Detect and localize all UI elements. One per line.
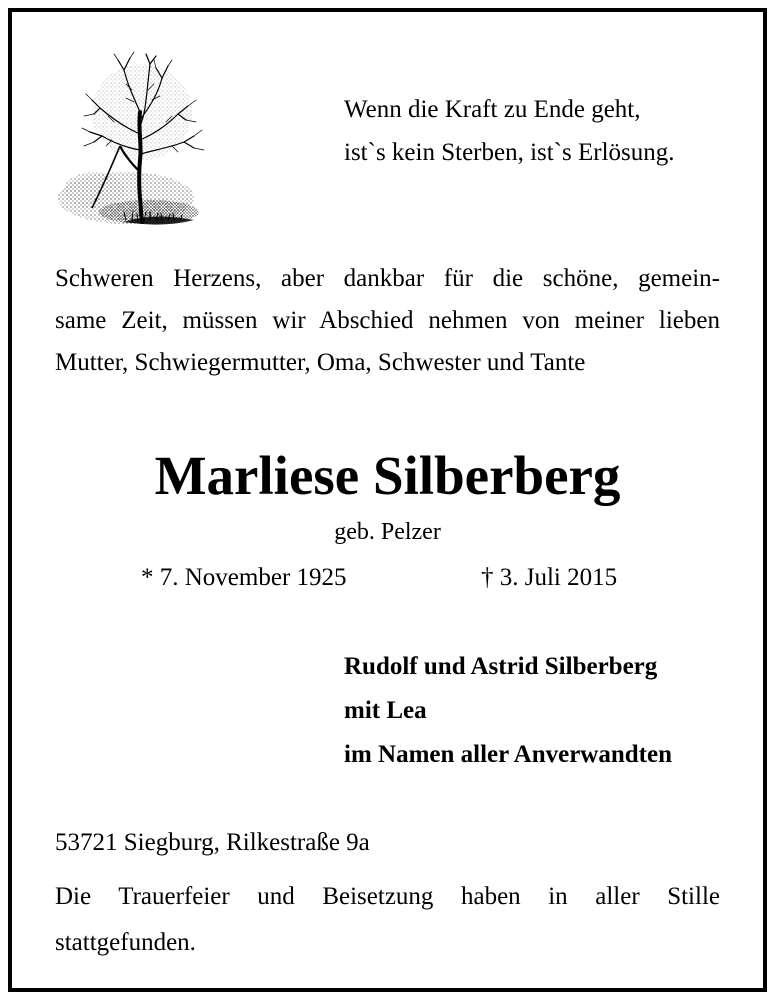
funeral-notice <box>55 874 720 966</box>
deceased-name: Marliese Silberberg <box>154 445 621 506</box>
intro-line-3: Mutter, Schwiegermutter, Oma, Schwester und Tante <box>55 349 586 376</box>
quote-line-2: ist`s kein Sterben, ist`s Erlösung. <box>344 139 675 166</box>
maiden-name: geb. Pelzer <box>334 519 441 545</box>
quote-block <box>344 88 675 174</box>
signers-line-2: mit Lea <box>344 697 427 724</box>
signers-line-1: Rudolf und Astrid Silberberg <box>344 653 658 680</box>
notice-line-2: stattgefunden. <box>55 929 196 956</box>
notice-line-1: Die Trauerfeier und Beisetzung haben in aller Stille <box>55 883 720 910</box>
birth-date: * 7. November 1925 <box>141 564 347 591</box>
intro-line-2: same Zeit, müssen wir Abschied nehmen von meiner lieben <box>55 307 720 334</box>
signers-block <box>344 645 672 777</box>
death-date: † 3. Juli 2015 <box>481 564 618 591</box>
intro-paragraph <box>55 258 720 384</box>
quote-line-1: Wenn die Kraft zu Ende geht, <box>344 96 641 123</box>
address: 53721 Siegburg, Rilkestraße 9a <box>55 829 370 856</box>
tree-icon <box>54 50 224 240</box>
signers-line-3: im Namen aller Anverwandten <box>344 741 672 768</box>
intro-line-1: Schweren Herzens, aber dankbar für die schöne, gemein- <box>55 265 720 292</box>
